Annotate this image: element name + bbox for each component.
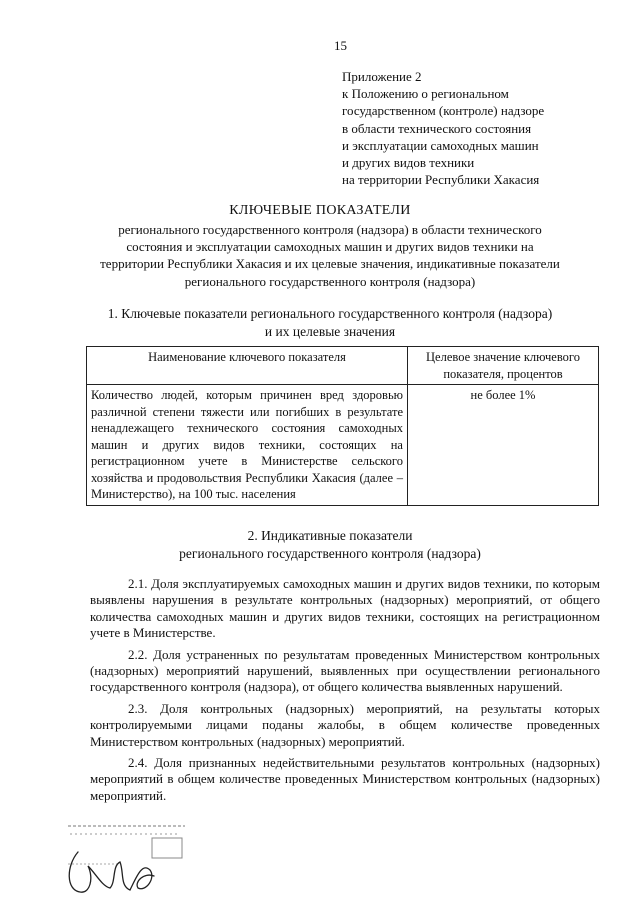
appendix-line: государственном (контроле) надзоре [342,103,545,119]
paragraph-2-2: 2.2. Доля устраненных по результатам проведенных Министерством контрольных (надзорных) мероприятий нарушений, выявленных при осуществлении регионального государственного контроля (надзора), от общего количества выявленных нарушений. [90,646,600,695]
appendix-line: на территории Республики Хакасия [342,172,540,188]
section-heading-line: регионального государственного контроля (надзора) [179,545,481,561]
appendix-line: к Положению о региональном [342,86,509,102]
signature-stamp [60,822,200,900]
appendix-note [342,68,544,188]
header-target-value: Целевое значение ключевого показателя, процентов [408,347,599,385]
subtitle-line: регионального государственного контроля (надзора) [184,273,476,289]
subtitle-line: территории Республики Хакасия и их целевые значения, индикативные показатели [100,256,560,272]
stamp-box [68,826,185,864]
key-indicators-table [86,346,599,506]
paragraph-2-1: 2.1. Доля эксплуатируемых самоходных машин и других видов техники, по которым выявлены нарушения в результате контрольных (надзорных) мероприятий, от общего количества самоходных машин и других видов техники, состоящих на регистрационном учете в Министерстве. [90,576,600,641]
section-heading-line: 2. Индикативные показатели [247,528,413,543]
indicator-name-cell: Количество людей, которым причинен вред здоровью различной степени тяжести или погибших в результате ненадлежащего технического состояния самоходных машин и других видов техники, состоящих на регистрационном учете в Министерстве сельского хозяйства и продовольствия Республики Хакасия (далее – Министерство), на 100 тыс. населения [87,385,408,506]
section-heading-line: и их целевые значения [264,323,396,339]
target-value-cell: не более 1% [408,385,599,506]
appendix-line: в области технического состояния [342,120,532,136]
paragraph-2-3: 2.3. Доля контрольных (надзорных) мероприятий, на результаты которых контролируемыми лицами поданы жалобы, в общем количестве проведенных Министерством контрольных (надзорных) мероприятий. [90,700,600,749]
handwritten-signature [69,852,154,892]
table-header-row [87,347,599,385]
table-row [87,385,599,506]
document-subtitle [90,221,570,290]
appendix-line: и других видов техники [342,155,475,171]
subtitle-line: состояния и эксплуатации самоходных машин и других видов техники на [126,239,534,255]
header-indicator-name: Наименование ключевого показателя [87,347,408,385]
section-1-heading [90,305,570,340]
appendix-line: Приложение 2 [342,69,422,84]
appendix-line: и эксплуатации самоходных машин [342,137,539,153]
page-number: 15 [334,38,347,53]
section-heading-line: 1. Ключевые показатели регионального государственного контроля (надзора) [107,306,553,321]
subtitle-line: регионального государственного контроля (надзора) в области технического [118,222,542,237]
paragraph-2-4: 2.4. Доля признанных недействительными результатов контрольных (надзорных) мероприятий в общем количестве проведенных Министерством контрольных (надзорных) мероприятий. [90,755,600,803]
document-title: КЛЮЧЕВЫЕ ПОКАЗАТЕЛИ [229,203,411,218]
indicative-indicators-list [90,576,600,809]
section-2-heading [90,527,570,562]
